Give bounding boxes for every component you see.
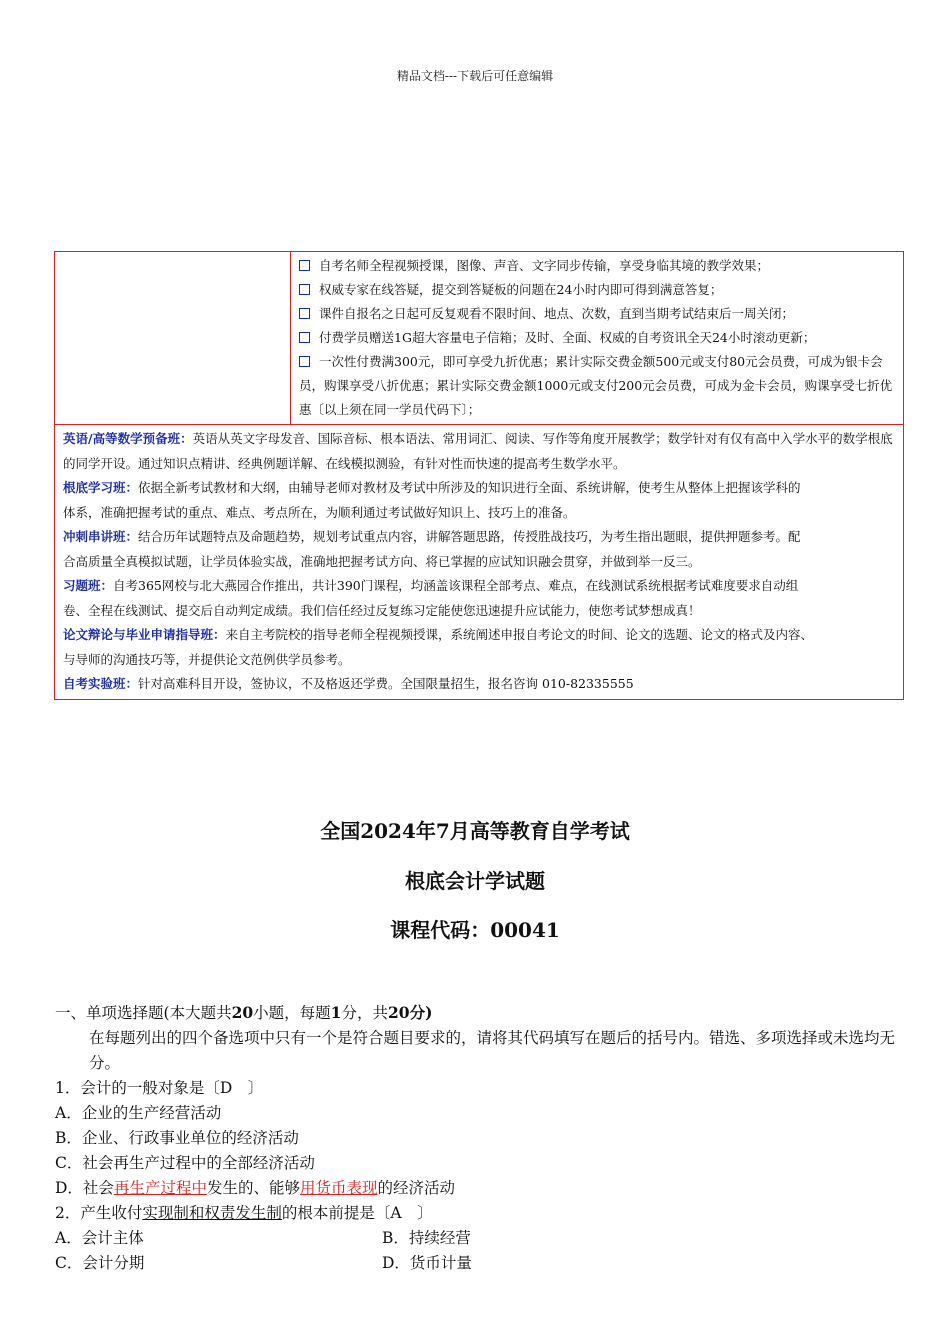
class-item: 英语/高等数学预备班：英语从英文字母发音、国际音标、根本语法、常用词汇、阅读、写作等角度开展教学；数学针对有仅有高中入学水平的数学根底的同学开设。通过知识点精讲、经典例题详解、在线模拟测验，有针对性而快速的提高考生数学水平。 (63, 431, 893, 471)
question-2-stem: 2．产生收付实现制和权责发生制的根本前提是〔A 〕 (55, 1204, 433, 1222)
section-instruction: 在每题列出的四个备选项中只有一个是符合题目要求的，请将其代码填写在题后的括号内。错选、多项选择或未选均无分。 (89, 1029, 896, 1072)
section-heading: 一、单项选择题(本大题共20小题，每题1分，共20分) (55, 1003, 433, 1022)
q2-option-c: C．会计分期 (55, 1254, 145, 1272)
class-item: 根底学习班：依据全新考试教材和大纲，由辅导老师对教材及考试中所涉及的知识进行全面、系统讲解，使考生从整体上把握该学科的 (63, 480, 801, 495)
q2-options-row (55, 1251, 900, 1276)
q2-option-a: A．会计主体 (55, 1229, 144, 1247)
course-code: 课程代码：00041 (390, 918, 560, 942)
class-item: 冲刺串讲班：结合历年试题特点及命题趋势，规划考试重点内容，讲解答题思路，传授胜战技巧，为考生指出题眼，提供押题参考。配 (63, 529, 801, 544)
question-section (55, 1000, 900, 1276)
question-1-stem: 1．会计的一般对象是〔D 〕 (55, 1079, 264, 1097)
q2-option-b: B．持续经营 (382, 1229, 471, 1247)
q1-option-c: C．社会再生产过程中的全部经济活动 (55, 1154, 315, 1172)
class-item-cont: 体系，准确把握考试的重点、难点、考点所在，为顺利通过考试做好知识上、技巧上的准备。 (63, 504, 576, 520)
checkbox-icon (299, 284, 310, 295)
feature-item: 自考名师全程视频授课，图像、声音、文字同步传输，享受身临其境的教学效果； (299, 254, 897, 278)
class-item-cont: 与导师的沟通技巧等，并提供论文范例供学员参考。 (63, 651, 351, 667)
class-item: 习题班：自考365网校与北大燕园合作推出，共计390门课程，均涵盖该课程全部考点、难点，在线测试系统根据考试难度要求自动组 (63, 578, 799, 593)
checkbox-icon (299, 260, 310, 271)
promo-top-row (55, 252, 903, 425)
class-item: 论文辩论与毕业申请指导班：来自主考院校的指导老师全程视频授课，系统阐述申报自考论文的时间、论文的选题、论文的格式及内容、 (63, 627, 814, 642)
feature-item: 付费学员赠送1G超大容量电子信箱；及时、全面、权威的自考资讯全天24小时滚动更新； (299, 326, 897, 350)
class-item-cont: 合高质量全真模拟试题，让学员体验实战，准确地把握考试方向、将已掌握的应试知识融会贯穿，并做到举一反三。 (63, 553, 701, 569)
q2-option-d: D．货币计量 (382, 1254, 472, 1272)
checkbox-icon (299, 356, 310, 367)
q1-option-a: A．企业的生产经营活动 (55, 1104, 222, 1122)
class-item: 自考实验班：针对高难科目开设，签协议，不及格返还学费。全国限量招生，报名咨询 010-82335555 (63, 676, 634, 691)
checkbox-icon (299, 332, 310, 343)
q2-options-row (55, 1226, 900, 1251)
promo-table (54, 251, 904, 700)
q1-option-d: D．社会再生产过程中发生的、能够用货币表现的经济活动 (55, 1179, 455, 1197)
feature-list (291, 252, 903, 424)
feature-item: 课件自报名之日起可反复观看不限时间、地点、次数，直到当期考试结束后一周关闭； (299, 302, 897, 326)
q1-option-b: B．企业、行政事业单位的经济活动 (55, 1129, 299, 1147)
promo-empty-cell (55, 252, 291, 424)
subject-title: 根底会计学试题 (405, 869, 545, 893)
class-list (55, 425, 903, 699)
header-note: 精品文档---下载后可任意编辑 (396, 69, 554, 83)
class-item-cont: 卷、全程在线测试、提交后自动判定成绩。我们信任经过反复练习定能使您迅速提升应试能力，使您考试梦想成真！ (63, 602, 701, 618)
feature-item: 一次性付费满300元，即可享受九折优惠；累计实际交费金额500元或支付80元会员费，可成为银卡会员，购课享受八折优惠；累计实际交费金额1000元或支付200元会员费，可成为金卡会员，购课享受七折优惠〔以上须在同一学员代码下〕； (299, 354, 893, 417)
feature-item: 权威专家在线答疑，提交到答疑板的问题在24小时内即可得到满意答复； (299, 278, 897, 302)
exam-title: 全国2024年7月高等教育自学考试 (320, 819, 630, 843)
checkbox-icon (299, 308, 310, 319)
